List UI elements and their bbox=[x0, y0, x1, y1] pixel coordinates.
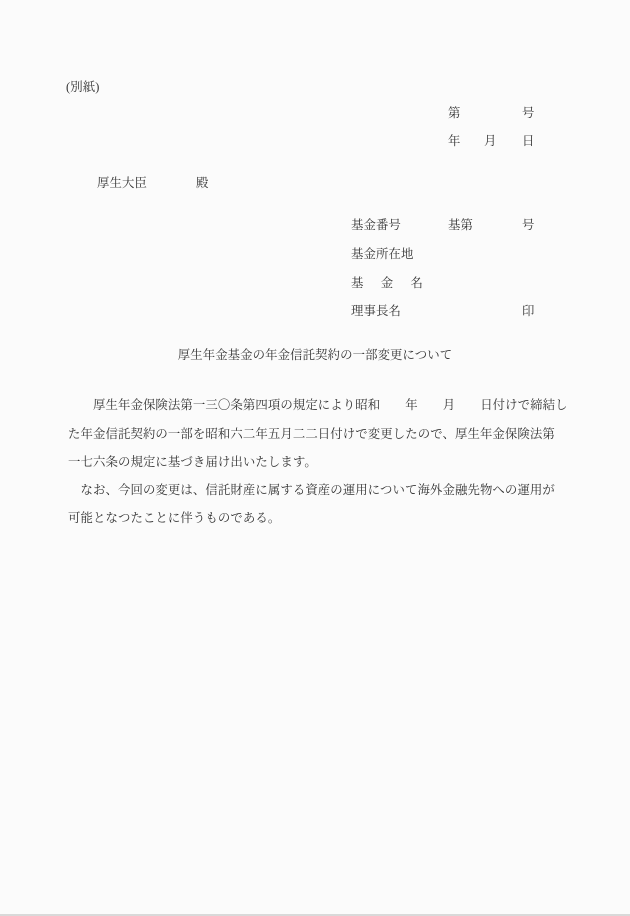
fund-number-value-suffix: 号 bbox=[522, 218, 535, 232]
body-line-3: 一七六条の規定に基づき届け出いたします。 bbox=[68, 455, 317, 469]
doc-number-prefix: 第 bbox=[448, 106, 461, 120]
date-month-label: 月 bbox=[484, 134, 497, 148]
body-line-5: 可能となつたことに伴うものである。 bbox=[68, 511, 281, 525]
director-name-label: 理事長名 bbox=[351, 304, 401, 318]
body-line-1: 厚生年金保険法第一三〇条第四項の規定により昭和 年 月 日付けで締結し bbox=[68, 398, 568, 412]
body-line-4: なお、今回の変更は、信託財産に属する資産の運用について海外金融先物への運用が bbox=[68, 483, 555, 497]
fund-number-value-prefix: 基第 bbox=[448, 218, 473, 232]
fund-address-label: 基金所在地 bbox=[351, 247, 414, 261]
doc-number-suffix: 号 bbox=[522, 106, 535, 120]
date-year-label: 年 bbox=[448, 134, 461, 148]
recipient-honorific: 殿 bbox=[196, 176, 209, 190]
date-day-label: 日 bbox=[522, 134, 535, 148]
document-title: 厚生年金基金の年金信託契約の一部変更について bbox=[177, 348, 453, 362]
fund-number-label: 基金番号 bbox=[351, 218, 401, 232]
fund-name-label: 基 金 名 bbox=[351, 276, 426, 290]
recipient-name: 厚生大臣 bbox=[97, 176, 147, 190]
attachment-note: (別紙) bbox=[66, 80, 100, 94]
body-line-2: た年金信託契約の一部を昭和六二年五月二二日付けで変更したので、厚生年金保険法第 bbox=[68, 427, 555, 441]
seal-label: 印 bbox=[522, 304, 535, 318]
